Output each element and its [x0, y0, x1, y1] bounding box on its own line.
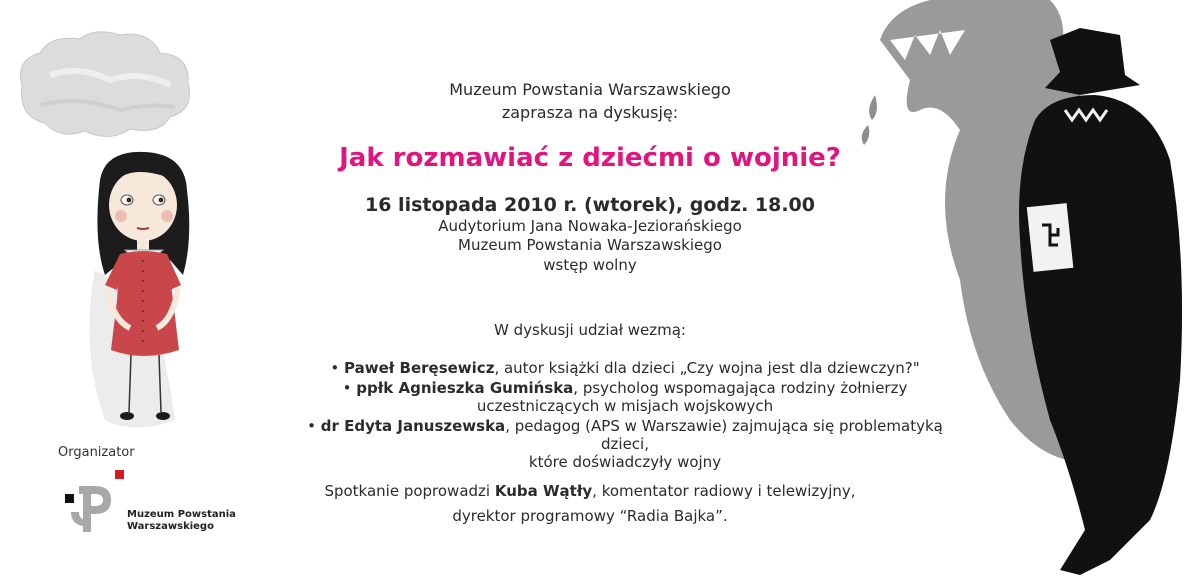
cloud-illustration [10, 25, 200, 145]
participants-list [300, 359, 950, 471]
participant-desc: , pedagog (APS w Warszawie) zajmująca się problematyką dzieci, [505, 417, 943, 453]
host-suffix: , komentator radiowy i telewizyjny, [592, 482, 856, 500]
host-prefix: Spotkanie poprowadzi [324, 482, 495, 500]
host-name: Kuba Wątły [494, 482, 593, 500]
participant-bullet: • [342, 379, 357, 397]
logo-line-2: Warszawskiego [127, 521, 214, 532]
logo-line-1: Muzeum Powstania [127, 509, 236, 520]
participant-item [300, 359, 950, 377]
participant-name: ppłk Agnieszka Gumińska [356, 379, 574, 397]
participant-item [300, 379, 950, 397]
host-line [290, 481, 890, 501]
museum-logo-icon [65, 470, 127, 536]
shadow-figure-illustration [850, 0, 1187, 587]
venue-line-2: Muzeum Powstania Warszawskiego [458, 236, 722, 254]
participant-name: dr Edyta Januszewska [320, 417, 506, 435]
participant-desc-continued: uczestniczących w misjach wojskowych [476, 397, 774, 415]
museum-logo-text [127, 509, 236, 533]
participant-desc-continued: które doświadczyły wojny [528, 453, 722, 471]
organizer-line: Muzeum Powstania Warszawskiego [449, 80, 731, 99]
participant-name: Paweł Beręsewicz [344, 359, 495, 377]
admission: wstęp wolny [543, 256, 637, 274]
host-line-2: dyrektor programowy “Radia Bajka”. [452, 507, 728, 525]
participant-bullet: • [307, 417, 321, 435]
event-date: 16 listopada 2010 r. (wtorek), godz. 18.00 [365, 194, 815, 216]
event-title: Jak rozmawiać z dziećmi o wojnie? [339, 143, 841, 173]
participants-intro: W dyskusji udział wezmą: [494, 321, 686, 339]
participant-desc: , psycholog wspomagająca rodziny żołnierzy [573, 379, 908, 397]
girl-illustration [75, 150, 215, 435]
invite-line: zaprasza na dyskusję: [501, 103, 679, 122]
venue-line-1: Audytorium Jana Nowaka-Jeziorańskiego [438, 217, 742, 235]
participant-desc: , autor książki dla dzieci „Czy wojna jest dla dziewczyn?" [494, 359, 920, 377]
participant-bullet: • [330, 359, 344, 377]
organizer-label: Organizator [58, 445, 135, 460]
participant-item [300, 417, 950, 453]
